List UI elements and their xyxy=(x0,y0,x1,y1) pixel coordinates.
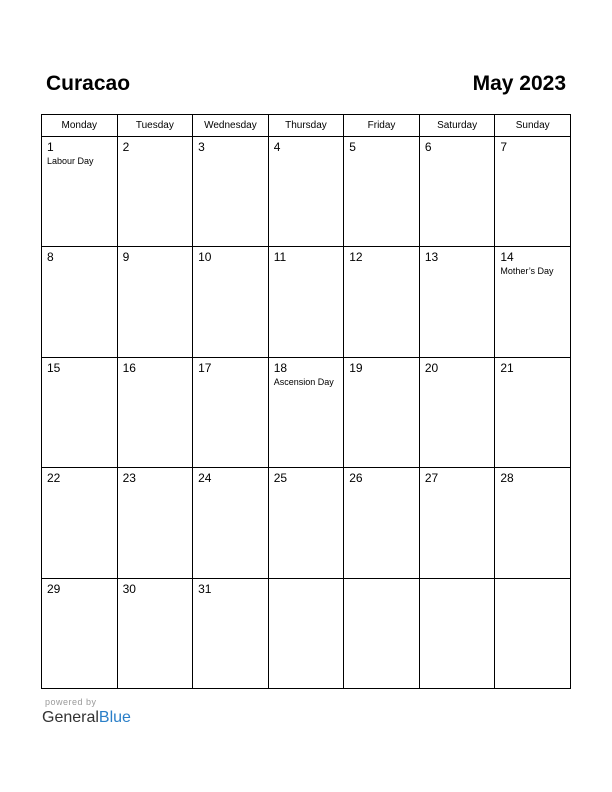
day-number: 23 xyxy=(122,471,136,486)
day-number: 7 xyxy=(500,140,508,154)
country-title: Curacao xyxy=(46,72,131,95)
day-cell xyxy=(268,357,344,467)
day-number: 22 xyxy=(47,471,61,486)
holiday-label: Ascension Day xyxy=(273,376,334,387)
day-number: 3 xyxy=(198,140,205,154)
week-row xyxy=(42,468,571,578)
day-number: 19 xyxy=(349,360,363,375)
page-header xyxy=(46,70,566,100)
day-number: 29 xyxy=(47,581,61,596)
week-row xyxy=(42,247,571,357)
holiday-label: Mother’s Day xyxy=(500,266,554,277)
weekday-header: Monday xyxy=(42,115,118,137)
day-number: 30 xyxy=(122,581,136,596)
day-number: 12 xyxy=(349,250,363,265)
empty-day-cell xyxy=(268,578,344,688)
weekday-header: Tuesday xyxy=(117,115,193,137)
day-number: 13 xyxy=(424,250,439,265)
day-cell xyxy=(344,357,420,467)
weekday-header: Wednesday xyxy=(193,115,269,137)
day-number: 6 xyxy=(424,140,432,154)
day-cell xyxy=(42,578,118,688)
day-cell xyxy=(193,137,269,247)
day-cell xyxy=(495,137,571,247)
day-cell xyxy=(344,137,420,247)
month-year-title: May 2023 xyxy=(472,72,566,95)
day-number: 16 xyxy=(122,360,136,375)
week-row xyxy=(42,137,571,247)
weekday-header: Sunday xyxy=(495,115,571,137)
day-cell xyxy=(495,357,571,467)
brand-general-text: General xyxy=(42,709,99,726)
day-cell xyxy=(419,247,495,357)
day-cell xyxy=(193,468,269,578)
day-number: 24 xyxy=(198,471,212,486)
day-number: 20 xyxy=(424,360,439,375)
day-number: 5 xyxy=(349,140,356,154)
day-number: 15 xyxy=(47,360,61,375)
brand-blue-text: Blue xyxy=(98,709,131,726)
day-number: 8 xyxy=(47,250,54,265)
day-number: 27 xyxy=(424,471,439,486)
calendar-grid xyxy=(41,114,571,689)
day-number: 4 xyxy=(273,140,281,154)
day-cell xyxy=(344,468,420,578)
day-cell xyxy=(117,578,193,688)
day-cell xyxy=(42,468,118,578)
day-number: 25 xyxy=(273,471,288,486)
weekday-header: Thursday xyxy=(268,115,344,137)
day-cell xyxy=(419,137,495,247)
day-cell xyxy=(117,247,193,357)
week-row xyxy=(42,357,571,467)
day-cell xyxy=(117,468,193,578)
day-number: 11 xyxy=(273,250,287,265)
day-cell xyxy=(42,247,118,357)
day-cell xyxy=(117,137,193,247)
day-cell xyxy=(268,137,344,247)
day-cell xyxy=(117,357,193,467)
day-cell xyxy=(419,357,495,467)
day-number: 31 xyxy=(198,581,212,596)
weekday-header-row xyxy=(42,115,571,137)
powered-by-label: powered by xyxy=(45,697,97,707)
weekday-header: Saturday xyxy=(419,115,495,137)
day-cell xyxy=(495,247,571,357)
day-number: 9 xyxy=(122,250,130,265)
day-number: 17 xyxy=(198,360,212,375)
day-number: 1 xyxy=(47,140,54,154)
day-cell xyxy=(419,468,495,578)
day-cell xyxy=(42,137,118,247)
day-cell xyxy=(344,247,420,357)
empty-day-cell xyxy=(344,578,420,688)
day-number: 2 xyxy=(122,140,130,154)
day-cell xyxy=(268,247,344,357)
generalblue-logo[interactable] xyxy=(42,708,131,728)
day-number: 14 xyxy=(500,250,514,265)
empty-day-cell xyxy=(495,578,571,688)
empty-day-cell xyxy=(419,578,495,688)
day-number: 10 xyxy=(198,250,212,265)
day-cell xyxy=(193,247,269,357)
day-number: 28 xyxy=(500,471,514,486)
day-number: 18 xyxy=(273,360,288,375)
day-cell xyxy=(193,357,269,467)
day-cell xyxy=(495,468,571,578)
day-number: 21 xyxy=(500,360,514,375)
day-cell xyxy=(42,357,118,467)
holiday-label: Labour Day xyxy=(47,156,94,166)
week-row xyxy=(42,578,571,688)
day-cell xyxy=(193,578,269,688)
day-number: 26 xyxy=(349,471,363,486)
weekday-header: Friday xyxy=(344,115,420,137)
day-cell xyxy=(268,468,344,578)
